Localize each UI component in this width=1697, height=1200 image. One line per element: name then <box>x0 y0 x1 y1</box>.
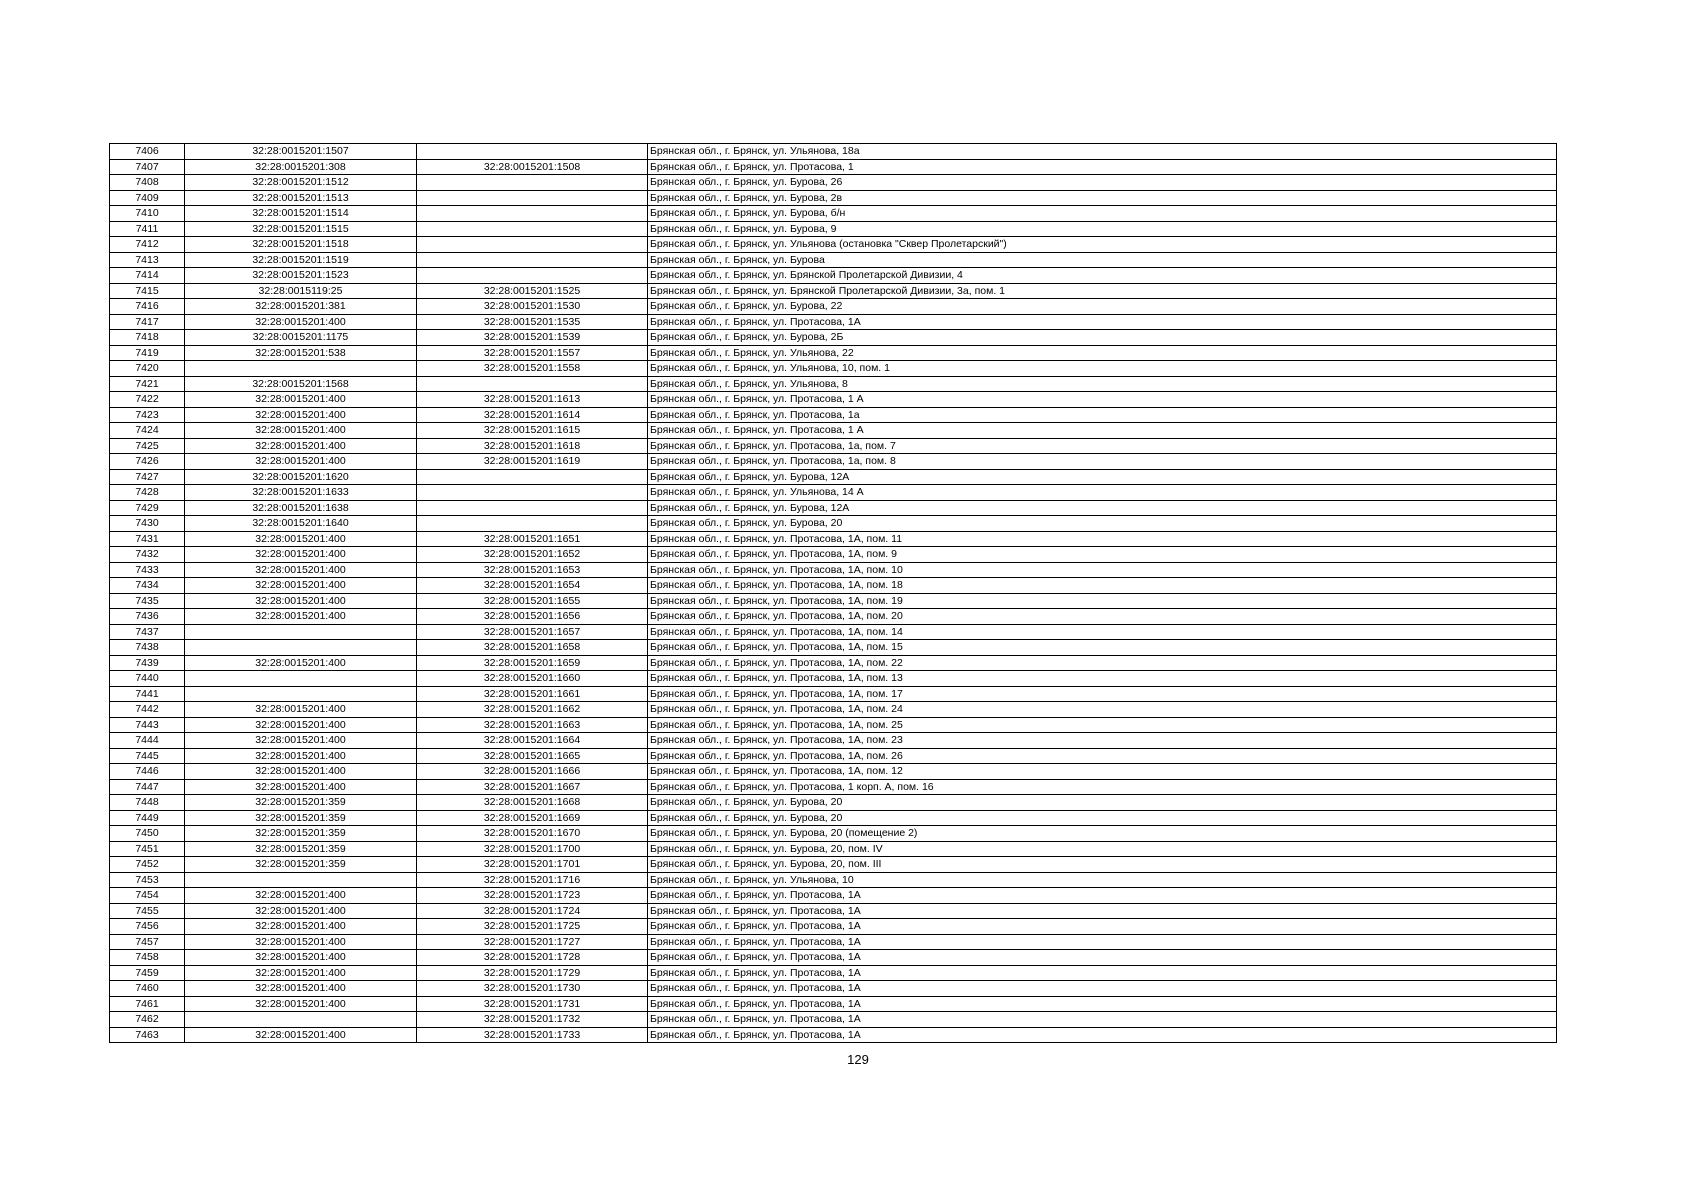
row-number-cell: 7428 <box>110 485 185 501</box>
object-number-cell: 32:28:0015201:1700 <box>417 841 648 857</box>
row-number-cell: 7431 <box>110 531 185 547</box>
row-number-cell: 7423 <box>110 407 185 423</box>
table-row <box>110 361 1557 377</box>
object-number-cell: 32:28:0015201:1724 <box>417 903 648 919</box>
table-row <box>110 841 1557 857</box>
row-number-cell: 7419 <box>110 345 185 361</box>
table-row <box>110 392 1557 408</box>
object-number-cell: 32:28:0015201:1657 <box>417 624 648 640</box>
address-cell: Брянская обл., г. Брянск, ул. Протасова, 1А <box>648 1012 1557 1028</box>
table-row <box>110 996 1557 1012</box>
address-cell: Брянская обл., г. Брянск, ул. Протасова, 1А <box>648 903 1557 919</box>
row-number-cell: 7438 <box>110 640 185 656</box>
table-row <box>110 826 1557 842</box>
address-cell: Брянская обл., г. Брянск, ул. Протасова, 1а <box>648 407 1557 423</box>
cadastral-number-cell: 32:28:0015201:400 <box>185 609 417 625</box>
cadastral-number-cell: 32:28:0015201:1523 <box>185 268 417 284</box>
address-cell: Брянская обл., г. Брянск, ул. Протасова, 1А <box>648 314 1557 330</box>
row-number-cell: 7444 <box>110 733 185 749</box>
address-cell: Брянская обл., г. Брянск, ул. Бурова, 12А <box>648 469 1557 485</box>
cadastral-table <box>109 143 1557 1043</box>
cadastral-number-cell: 32:28:0015201:400 <box>185 423 417 439</box>
address-cell: Брянская обл., г. Брянск, ул. Бурова, 9 <box>648 221 1557 237</box>
table-row <box>110 376 1557 392</box>
address-cell: Брянская обл., г. Брянск, ул. Протасова, 1А, пом. 20 <box>648 609 1557 625</box>
object-number-cell: 32:28:0015201:1655 <box>417 593 648 609</box>
address-cell: Брянская обл., г. Брянск, ул. Ульянова, 22 <box>648 345 1557 361</box>
cadastral-number-cell: 32:28:0015201:1640 <box>185 516 417 532</box>
object-number-cell: 32:28:0015201:1727 <box>417 934 648 950</box>
row-number-cell: 7441 <box>110 686 185 702</box>
table-row <box>110 748 1557 764</box>
table-row <box>110 407 1557 423</box>
address-cell: Брянская обл., г. Брянск, ул. Протасова, 1А, пом. 25 <box>648 717 1557 733</box>
cadastral-number-cell: 32:28:0015201:1512 <box>185 175 417 191</box>
cadastral-number-cell: 32:28:0015201:400 <box>185 888 417 904</box>
row-number-cell: 7446 <box>110 764 185 780</box>
cadastral-number-cell: 32:28:0015201:400 <box>185 934 417 950</box>
cadastral-number-cell: 32:28:0015201:308 <box>185 159 417 175</box>
cadastral-number-cell: 32:28:0015201:400 <box>185 1027 417 1043</box>
table-row <box>110 485 1557 501</box>
cadastral-number-cell: 32:28:0015201:359 <box>185 810 417 826</box>
row-number-cell: 7454 <box>110 888 185 904</box>
table-row <box>110 717 1557 733</box>
address-cell: Брянская обл., г. Брянск, ул. Протасова, 1А <box>648 888 1557 904</box>
cadastral-number-cell: 32:28:0015119:25 <box>185 283 417 299</box>
row-number-cell: 7447 <box>110 779 185 795</box>
object-number-cell: 32:28:0015201:1557 <box>417 345 648 361</box>
object-number-cell <box>417 252 648 268</box>
object-number-cell: 32:28:0015201:1618 <box>417 438 648 454</box>
table-row <box>110 795 1557 811</box>
object-number-cell: 32:28:0015201:1723 <box>417 888 648 904</box>
cadastral-number-cell: 32:28:0015201:400 <box>185 392 417 408</box>
object-number-cell: 32:28:0015201:1664 <box>417 733 648 749</box>
cadastral-number-cell <box>185 361 417 377</box>
address-cell: Брянская обл., г. Брянск, ул. Ульянова, 14 А <box>648 485 1557 501</box>
object-number-cell: 32:28:0015201:1667 <box>417 779 648 795</box>
object-number-cell <box>417 516 648 532</box>
row-number-cell: 7457 <box>110 934 185 950</box>
row-number-cell: 7461 <box>110 996 185 1012</box>
cadastral-number-cell: 32:28:0015201:400 <box>185 764 417 780</box>
row-number-cell: 7412 <box>110 237 185 253</box>
cadastral-number-cell <box>185 686 417 702</box>
table-row <box>110 965 1557 981</box>
cadastral-number-cell: 32:28:0015201:1515 <box>185 221 417 237</box>
table-row <box>110 516 1557 532</box>
table-row <box>110 469 1557 485</box>
row-number-cell: 7452 <box>110 857 185 873</box>
cadastral-number-cell: 32:28:0015201:400 <box>185 438 417 454</box>
address-cell: Брянская обл., г. Брянск, ул. Протасова, 1 А <box>648 392 1557 408</box>
object-number-cell: 32:28:0015201:1656 <box>417 609 648 625</box>
table-row <box>110 857 1557 873</box>
address-cell: Брянская обл., г. Брянск, ул. Бурова, 20 <box>648 516 1557 532</box>
row-number-cell: 7440 <box>110 671 185 687</box>
address-cell: Брянская обл., г. Брянск, ул. Бурова, 20 (помещение 2) <box>648 826 1557 842</box>
address-cell: Брянская обл., г. Брянск, ул. Брянской Пролетарской Дивизии, 3а, пом. 1 <box>648 283 1557 299</box>
address-cell: Брянская обл., г. Брянск, ул. Ульянова, 10 <box>648 872 1557 888</box>
cadastral-number-cell: 32:28:0015201:400 <box>185 578 417 594</box>
address-cell: Брянская обл., г. Брянск, ул. Бурова, 22 <box>648 299 1557 315</box>
address-cell: Брянская обл., г. Брянск, ул. Бурова, 2Б <box>648 330 1557 346</box>
address-cell: Брянская обл., г. Брянск, ул. Бурова, 20 <box>648 795 1557 811</box>
row-number-cell: 7458 <box>110 950 185 966</box>
cadastral-number-cell: 32:28:0015201:359 <box>185 795 417 811</box>
row-number-cell: 7429 <box>110 500 185 516</box>
row-number-cell: 7432 <box>110 547 185 563</box>
object-number-cell: 32:28:0015201:1663 <box>417 717 648 733</box>
cadastral-number-cell: 32:28:0015201:1514 <box>185 206 417 222</box>
row-number-cell: 7448 <box>110 795 185 811</box>
table-row <box>110 283 1557 299</box>
table-row <box>110 624 1557 640</box>
object-number-cell: 32:28:0015201:1530 <box>417 299 648 315</box>
address-cell: Брянская обл., г. Брянск, ул. Протасова, 1А <box>648 950 1557 966</box>
address-cell: Брянская обл., г. Брянск, ул. Протасова, 1А, пом. 19 <box>648 593 1557 609</box>
cadastral-number-cell <box>185 671 417 687</box>
address-cell: Брянская обл., г. Брянск, ул. Протасова, 1А, пом. 18 <box>648 578 1557 594</box>
object-number-cell: 32:28:0015201:1615 <box>417 423 648 439</box>
object-number-cell <box>417 376 648 392</box>
cadastral-number-cell: 32:28:0015201:1513 <box>185 190 417 206</box>
address-cell: Брянская обл., г. Брянск, ул. Протасова, 1 А <box>648 423 1557 439</box>
address-cell: Брянская обл., г. Брянск, ул. Протасова, 1А <box>648 965 1557 981</box>
address-cell: Брянская обл., г. Брянск, ул. Протасова, 1А <box>648 996 1557 1012</box>
cadastral-number-cell: 32:28:0015201:1518 <box>185 237 417 253</box>
row-number-cell: 7422 <box>110 392 185 408</box>
row-number-cell: 7435 <box>110 593 185 609</box>
row-number-cell: 7439 <box>110 655 185 671</box>
object-number-cell: 32:28:0015201:1539 <box>417 330 648 346</box>
address-cell: Брянская обл., г. Брянск, ул. Протасова, 1А, пом. 23 <box>648 733 1557 749</box>
object-number-cell: 32:28:0015201:1535 <box>417 314 648 330</box>
object-number-cell: 32:28:0015201:1662 <box>417 702 648 718</box>
cadastral-number-cell: 32:28:0015201:381 <box>185 299 417 315</box>
address-cell: Брянская обл., г. Брянск, ул. Протасова, 1А <box>648 1027 1557 1043</box>
cadastral-number-cell: 32:28:0015201:359 <box>185 841 417 857</box>
row-number-cell: 7418 <box>110 330 185 346</box>
object-number-cell: 32:28:0015201:1658 <box>417 640 648 656</box>
address-cell: Брянская обл., г. Брянск, ул. Протасова, 1А, пом. 12 <box>648 764 1557 780</box>
table-row <box>110 593 1557 609</box>
address-cell: Брянская обл., г. Брянск, ул. Протасова, 1А, пом. 14 <box>648 624 1557 640</box>
address-cell: Брянская обл., г. Брянск, ул. Ульянова, 18а <box>648 144 1557 160</box>
row-number-cell: 7451 <box>110 841 185 857</box>
object-number-cell <box>417 485 648 501</box>
address-cell: Брянская обл., г. Брянск, ул. Протасова, 1А <box>648 919 1557 935</box>
table-row <box>110 779 1557 795</box>
object-number-cell <box>417 144 648 160</box>
object-number-cell: 32:28:0015201:1729 <box>417 965 648 981</box>
address-cell: Брянская обл., г. Брянск, ул. Протасова, 1А, пом. 15 <box>648 640 1557 656</box>
row-number-cell: 7430 <box>110 516 185 532</box>
cadastral-number-cell: 32:28:0015201:1568 <box>185 376 417 392</box>
cadastral-number-cell: 32:28:0015201:1633 <box>185 485 417 501</box>
cadastral-number-cell: 32:28:0015201:1620 <box>185 469 417 485</box>
cadastral-number-cell: 32:28:0015201:400 <box>185 996 417 1012</box>
row-number-cell: 7427 <box>110 469 185 485</box>
cadastral-number-cell: 32:28:0015201:400 <box>185 562 417 578</box>
address-cell: Брянская обл., г. Брянск, ул. Ульянова (остановка "Сквер Пролетарский") <box>648 237 1557 253</box>
table-row <box>110 159 1557 175</box>
address-cell: Брянская обл., г. Брянск, ул. Бурова, 20 <box>648 810 1557 826</box>
object-number-cell <box>417 500 648 516</box>
row-number-cell: 7413 <box>110 252 185 268</box>
object-number-cell <box>417 237 648 253</box>
cadastral-number-cell: 32:28:0015201:400 <box>185 779 417 795</box>
address-cell: Брянская обл., г. Брянск, ул. Протасова, 1А, пом. 13 <box>648 671 1557 687</box>
object-number-cell: 32:28:0015201:1701 <box>417 857 648 873</box>
table-row <box>110 206 1557 222</box>
table-row <box>110 314 1557 330</box>
address-cell: Брянская обл., г. Брянск, ул. Протасова, 1А <box>648 934 1557 950</box>
object-number-cell: 32:28:0015201:1654 <box>417 578 648 594</box>
object-number-cell: 32:28:0015201:1731 <box>417 996 648 1012</box>
address-cell: Брянская обл., г. Брянск, ул. Бурова, 26 <box>648 175 1557 191</box>
object-number-cell: 32:28:0015201:1619 <box>417 454 648 470</box>
table-row <box>110 438 1557 454</box>
row-number-cell: 7453 <box>110 872 185 888</box>
object-number-cell <box>417 206 648 222</box>
address-cell: Брянская обл., г. Брянск, ул. Протасова, 1А, пом. 11 <box>648 531 1557 547</box>
cadastral-number-cell: 32:28:0015201:1175 <box>185 330 417 346</box>
cadastral-number-cell <box>185 1012 417 1028</box>
object-number-cell <box>417 175 648 191</box>
table-row <box>110 190 1557 206</box>
cadastral-number-cell: 32:28:0015201:400 <box>185 981 417 997</box>
address-cell: Брянская обл., г. Брянск, ул. Брянской Пролетарской Дивизии, 4 <box>648 268 1557 284</box>
address-cell: Брянская обл., г. Брянск, ул. Бурова, 20, пом. IV <box>648 841 1557 857</box>
row-number-cell: 7463 <box>110 1027 185 1043</box>
cadastral-number-cell: 32:28:0015201:400 <box>185 702 417 718</box>
cadastral-number-cell: 32:28:0015201:1519 <box>185 252 417 268</box>
table-row <box>110 454 1557 470</box>
cadastral-number-cell: 32:28:0015201:400 <box>185 748 417 764</box>
object-number-cell: 32:28:0015201:1660 <box>417 671 648 687</box>
object-number-cell: 32:28:0015201:1666 <box>417 764 648 780</box>
cadastral-number-cell: 32:28:0015201:400 <box>185 314 417 330</box>
address-cell: Брянская обл., г. Брянск, ул. Бурова, 12А <box>648 500 1557 516</box>
row-number-cell: 7449 <box>110 810 185 826</box>
row-number-cell: 7407 <box>110 159 185 175</box>
cadastral-number-cell: 32:28:0015201:400 <box>185 593 417 609</box>
object-number-cell: 32:28:0015201:1725 <box>417 919 648 935</box>
object-number-cell: 32:28:0015201:1659 <box>417 655 648 671</box>
row-number-cell: 7443 <box>110 717 185 733</box>
cadastral-number-cell: 32:28:0015201:400 <box>185 547 417 563</box>
table-row <box>110 671 1557 687</box>
row-number-cell: 7410 <box>110 206 185 222</box>
table-row <box>110 640 1557 656</box>
object-number-cell: 32:28:0015201:1732 <box>417 1012 648 1028</box>
row-number-cell: 7425 <box>110 438 185 454</box>
address-cell: Брянская обл., г. Брянск, ул. Ульянова, 8 <box>648 376 1557 392</box>
object-number-cell: 32:28:0015201:1665 <box>417 748 648 764</box>
row-number-cell: 7459 <box>110 965 185 981</box>
object-number-cell: 32:28:0015201:1668 <box>417 795 648 811</box>
table-row <box>110 252 1557 268</box>
address-cell: Брянская обл., г. Брянск, ул. Протасова, 1А, пом. 10 <box>648 562 1557 578</box>
cadastral-number-cell: 32:28:0015201:400 <box>185 454 417 470</box>
cadastral-number-cell: 32:28:0015201:400 <box>185 950 417 966</box>
table-row <box>110 764 1557 780</box>
address-cell: Брянская обл., г. Брянск, ул. Бурова <box>648 252 1557 268</box>
row-number-cell: 7460 <box>110 981 185 997</box>
object-number-cell: 32:28:0015201:1733 <box>417 1027 648 1043</box>
cadastral-number-cell: 32:28:0015201:400 <box>185 965 417 981</box>
row-number-cell: 7406 <box>110 144 185 160</box>
cadastral-number-cell: 32:28:0015201:400 <box>185 655 417 671</box>
table-row <box>110 655 1557 671</box>
object-number-cell: 32:28:0015201:1613 <box>417 392 648 408</box>
table-row <box>110 981 1557 997</box>
table-row <box>110 888 1557 904</box>
cadastral-number-cell: 32:28:0015201:400 <box>185 717 417 733</box>
cadastral-number-cell <box>185 872 417 888</box>
object-number-cell: 32:28:0015201:1614 <box>417 407 648 423</box>
address-cell: Брянская обл., г. Брянск, ул. Бурова, 20, пом. III <box>648 857 1557 873</box>
table-row <box>110 330 1557 346</box>
object-number-cell: 32:28:0015201:1652 <box>417 547 648 563</box>
cadastral-number-cell: 32:28:0015201:359 <box>185 826 417 842</box>
cadastral-number-cell: 32:28:0015201:1507 <box>185 144 417 160</box>
address-cell: Брянская обл., г. Брянск, ул. Протасова, 1 <box>648 159 1557 175</box>
address-cell: Брянская обл., г. Брянск, ул. Протасова, 1А <box>648 981 1557 997</box>
cadastral-number-cell: 32:28:0015201:1638 <box>185 500 417 516</box>
address-cell: Брянская обл., г. Брянск, ул. Протасова, 1А, пом. 26 <box>648 748 1557 764</box>
row-number-cell: 7420 <box>110 361 185 377</box>
table-row <box>110 562 1557 578</box>
table-row <box>110 500 1557 516</box>
row-number-cell: 7408 <box>110 175 185 191</box>
row-number-cell: 7409 <box>110 190 185 206</box>
object-number-cell: 32:28:0015201:1670 <box>417 826 648 842</box>
address-cell: Брянская обл., г. Брянск, ул. Протасова, 1А, пом. 9 <box>648 547 1557 563</box>
row-number-cell: 7455 <box>110 903 185 919</box>
table-row <box>110 268 1557 284</box>
address-cell: Брянская обл., г. Брянск, ул. Бурова, 2в <box>648 190 1557 206</box>
object-number-cell <box>417 221 648 237</box>
row-number-cell: 7424 <box>110 423 185 439</box>
table-row <box>110 1012 1557 1028</box>
table-row <box>110 237 1557 253</box>
address-cell: Брянская обл., г. Брянск, ул. Протасова, 1А, пом. 17 <box>648 686 1557 702</box>
table-row <box>110 345 1557 361</box>
table-row <box>110 733 1557 749</box>
table-row <box>110 810 1557 826</box>
object-number-cell: 32:28:0015201:1669 <box>417 810 648 826</box>
table-row <box>110 175 1557 191</box>
row-number-cell: 7445 <box>110 748 185 764</box>
table-row <box>110 903 1557 919</box>
table-row <box>110 1027 1557 1043</box>
row-number-cell: 7433 <box>110 562 185 578</box>
row-number-cell: 7456 <box>110 919 185 935</box>
row-number-cell: 7450 <box>110 826 185 842</box>
address-cell: Брянская обл., г. Брянск, ул. Ульянова, 10, пом. 1 <box>648 361 1557 377</box>
object-number-cell: 32:28:0015201:1716 <box>417 872 648 888</box>
object-number-cell <box>417 190 648 206</box>
cadastral-number-cell: 32:28:0015201:400 <box>185 903 417 919</box>
cadastral-number-cell: 32:28:0015201:359 <box>185 857 417 873</box>
object-number-cell: 32:28:0015201:1558 <box>417 361 648 377</box>
address-cell: Брянская обл., г. Брянск, ул. Протасова, 1 корп. А, пом. 16 <box>648 779 1557 795</box>
table-row <box>110 423 1557 439</box>
cadastral-number-cell: 32:28:0015201:538 <box>185 345 417 361</box>
table-row <box>110 950 1557 966</box>
row-number-cell: 7415 <box>110 283 185 299</box>
table-row <box>110 609 1557 625</box>
address-cell: Брянская обл., г. Брянск, ул. Протасова, 1А, пом. 22 <box>648 655 1557 671</box>
table-row <box>110 299 1557 315</box>
object-number-cell <box>417 469 648 485</box>
row-number-cell: 7416 <box>110 299 185 315</box>
table-row <box>110 702 1557 718</box>
row-number-cell: 7414 <box>110 268 185 284</box>
row-number-cell: 7462 <box>110 1012 185 1028</box>
address-cell: Брянская обл., г. Брянск, ул. Протасова, 1а, пом. 7 <box>648 438 1557 454</box>
row-number-cell: 7411 <box>110 221 185 237</box>
row-number-cell: 7421 <box>110 376 185 392</box>
table-body <box>110 144 1557 1043</box>
object-number-cell: 32:28:0015201:1508 <box>417 159 648 175</box>
object-number-cell: 32:28:0015201:1661 <box>417 686 648 702</box>
row-number-cell: 7442 <box>110 702 185 718</box>
object-number-cell: 32:28:0015201:1728 <box>417 950 648 966</box>
table-row <box>110 872 1557 888</box>
page-number: 129 <box>847 1052 869 1067</box>
object-number-cell: 32:28:0015201:1730 <box>417 981 648 997</box>
object-number-cell <box>417 268 648 284</box>
object-number-cell: 32:28:0015201:1651 <box>417 531 648 547</box>
cadastral-number-cell: 32:28:0015201:400 <box>185 919 417 935</box>
row-number-cell: 7417 <box>110 314 185 330</box>
table-row <box>110 221 1557 237</box>
table-row <box>110 531 1557 547</box>
cadastral-number-cell <box>185 624 417 640</box>
row-number-cell: 7436 <box>110 609 185 625</box>
object-number-cell: 32:28:0015201:1653 <box>417 562 648 578</box>
table-row <box>110 919 1557 935</box>
cadastral-number-cell: 32:28:0015201:400 <box>185 733 417 749</box>
table-row <box>110 547 1557 563</box>
row-number-cell: 7426 <box>110 454 185 470</box>
table-row <box>110 578 1557 594</box>
object-number-cell: 32:28:0015201:1525 <box>417 283 648 299</box>
cadastral-number-cell: 32:28:0015201:400 <box>185 407 417 423</box>
cadastral-number-cell: 32:28:0015201:400 <box>185 531 417 547</box>
row-number-cell: 7437 <box>110 624 185 640</box>
table-row <box>110 934 1557 950</box>
row-number-cell: 7434 <box>110 578 185 594</box>
address-cell: Брянская обл., г. Брянск, ул. Протасова, 1А, пом. 24 <box>648 702 1557 718</box>
address-cell: Брянская обл., г. Брянск, ул. Бурова, б/н <box>648 206 1557 222</box>
address-cell: Брянская обл., г. Брянск, ул. Протасова, 1а, пом. 8 <box>648 454 1557 470</box>
table-row <box>110 144 1557 160</box>
table-row <box>110 686 1557 702</box>
cadastral-number-cell <box>185 640 417 656</box>
